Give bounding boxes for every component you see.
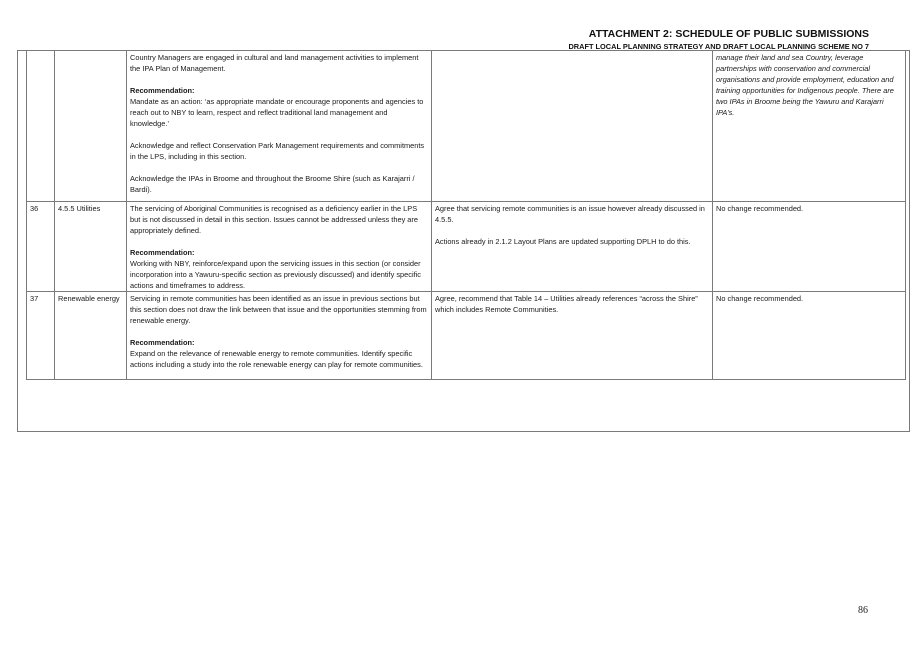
recommendation-text: Expand on the relevance of renewable energy to remote communities. Identify specific actions including a study into the role renewable energy can play for remote communities. [130, 349, 423, 369]
row-number [27, 51, 55, 202]
submissions-table [26, 50, 906, 380]
recommendation-text: Mandate as an action: ‘as appropriate mandate or encourage proponents and agencies to reach out to NBY to learn, respect and reflect traditional land management and knowledge.’ [130, 97, 424, 128]
row-topic [55, 51, 127, 202]
recommendation-label: Recommendation: [130, 86, 195, 95]
table-row [27, 51, 906, 202]
submission-cell [127, 292, 432, 380]
table-row [27, 292, 906, 380]
recommendation-cell [713, 51, 906, 202]
response-text: Agree that servicing remote communities is an issue however already discussed in 4.5.5. [435, 204, 705, 224]
response-cell [432, 51, 713, 202]
row-topic: 4.5.5 Utilities [55, 202, 127, 292]
recommendation-cell: No change recommended. [713, 202, 906, 292]
recommendation-text: Working with NBY, reinforce/expand upon the servicing issues in this section (or consider incorporation into a Yawuru-specific section as previously discussed) and identify specific actions and timeframes to address. [130, 259, 421, 290]
recommendation-continued: manage their land and sea Country, leverage partnerships with conservation and commercial organisations and provide employment, education and training opportunities for Indigenous people. There are two IPAs in Broome being the Yawuru and Karajarri IPA’s. [716, 53, 894, 117]
response-text: Actions already in 2.1.2 Layout Plans are updated supporting DPLH to do this. [435, 237, 691, 246]
submission-extra: Acknowledge and reflect Conservation Park Management requirements and commitments in the LPS, including in this section. [130, 141, 425, 161]
table-row [27, 202, 906, 292]
response-cell [432, 202, 713, 292]
recommendation-label: Recommendation: [130, 248, 195, 257]
row-number: 36 [27, 202, 55, 292]
submission-cell [127, 51, 432, 202]
row-number: 37 [27, 292, 55, 380]
page-number: 86 [858, 605, 868, 616]
recommendation-label: Recommendation: [130, 338, 195, 347]
submission-intro: Country Managers are engaged in cultural and land management activities to implement the IPA Plan of Management. [130, 53, 419, 73]
header-title: ATTACHMENT 2: SCHEDULE OF PUBLIC SUBMISSIONS [588, 28, 869, 40]
submission-cell [127, 202, 432, 292]
submission-extra: Acknowledge the IPAs in Broome and throughout the Broome Shire (such as Karajarri / Bardi). [130, 174, 415, 194]
recommendation-cell: No change recommended. [713, 292, 906, 380]
response-cell: Agree, recommend that Table 14 – Utilities already references “across the Shire” which includes Remote Communities. [432, 292, 713, 380]
header-subtitle: DRAFT LOCAL PLANNING STRATEGY AND DRAFT LOCAL PLANNING SCHEME NO 7 [568, 42, 869, 51]
row-topic: Renewable energy [55, 292, 127, 380]
submission-intro: The servicing of Aboriginal Communities is recognised as a deficiency earlier in the LPS but is not discussed in detail in this section. Issues cannot be addressed unless they are appropriately defined. [130, 204, 418, 235]
submission-intro: Servicing in remote communities has been identified as an issue in previous sections but this section does not draw the link between that issue and the opportunities stemming from renewable energy. [130, 294, 427, 325]
